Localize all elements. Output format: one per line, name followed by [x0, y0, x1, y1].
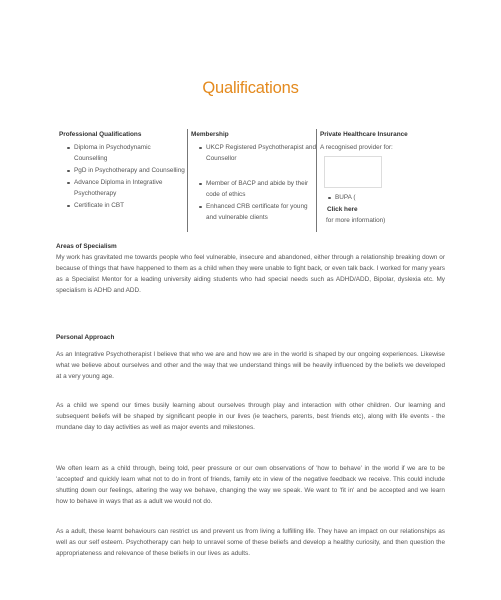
- list-item: Enhanced CRB certificate for young and vulnerable clients: [199, 201, 319, 223]
- approach-paragraph-1: As an Integrative Psychotherapist I believe that who we are and how we are in the world is shaped by our ongoing experiences. Likewise what we believe about ourselves and other and the way that we understand things will be heavily influenced by the beliefs we developed at a very young age.: [56, 351, 445, 381]
- list-item: Diploma in Psychodynamic Counselling: [67, 142, 185, 164]
- list-item: Certificate in CBT: [67, 200, 185, 211]
- professional-qualifications-heading: Professional Qualifications: [59, 131, 142, 138]
- approach-paragraph-4: As a adult, these learnt behaviours can restrict us and prevent us from living a fulfilling life. They have an impact on our relationships as well as our self esteem. Psychotherapy can help to unravel some of these beliefs and develop a healthy curiosity, and then question the appropriateness and relevance of these beliefs in our lives as adults.: [56, 528, 445, 558]
- list-item: Advance Diploma in Integrative Psychotherapy: [67, 177, 185, 199]
- professional-qualifications-column: [59, 129, 185, 212]
- insurance-heading: Private Healthcare Insurance: [320, 131, 408, 138]
- list-item: PgD in Psychotherapy and Counselling: [67, 165, 185, 176]
- specialism-section: [56, 241, 445, 296]
- more-info-text: for more information): [326, 217, 386, 224]
- page-title: Qualifications: [202, 79, 299, 97]
- membership-list-bottom: [191, 178, 319, 223]
- professional-qualifications-list: [59, 142, 185, 211]
- membership-list-top: [191, 142, 319, 164]
- approach-paragraph-2: As a child we spend our times busily learning about ourselves through play and interaction with other children. Our learning and subsequent beliefs will be shaped by significant people in our lives (ie teachers, parents, best friends etc), along with life events - the mundane day to day activities as well as major events and milestones.: [56, 402, 445, 432]
- list-item: Member of BACP and abide by their code of ethics: [199, 178, 319, 200]
- specialism-heading: Areas of Specialism: [56, 243, 117, 250]
- spacer: [191, 165, 319, 178]
- approach-paragraph-3: We often learn as a child through, being told, peer pressure or our own observations of 'how to behave' in the world if we are to be 'accepted' and quickly learn what not to do in front of friends, family etc in view of the negative feedback we receive. This could include shutting down our feelings, altering the way we behave, changing the way we speak. We want to 'fit in' and be accepted and we learn how to behave in ways that as a adult we would not do.: [56, 465, 445, 506]
- approach-section: [56, 332, 445, 343]
- list-item: BUPA (: [328, 192, 446, 203]
- insurance-column: [316, 129, 446, 232]
- list-item: UKCP Registered Psychotherapist and Counsellor: [199, 142, 319, 164]
- insurance-list: [320, 192, 446, 203]
- membership-column: [187, 129, 319, 232]
- click-here-link[interactable]: Click here: [327, 206, 358, 213]
- provider-logo-placeholder: [324, 156, 382, 188]
- membership-heading: Membership: [191, 131, 229, 138]
- specialism-text: My work has gravitated me towards people who feel vulnerable, insecure and abandoned, either through a relationship breaking down or because of things that have happened to them as a child when they were unable to fight back, or even talk back. I worked for many years as a Specialist Mentor for a leading university aiding students who had special needs such as ADHD/ADD, Bipolar, dyslexia etc. My specialism is ADHD and ADD.: [56, 254, 445, 294]
- approach-heading: Personal Approach: [56, 334, 115, 341]
- insurance-text: A recognised provider for:: [320, 144, 393, 151]
